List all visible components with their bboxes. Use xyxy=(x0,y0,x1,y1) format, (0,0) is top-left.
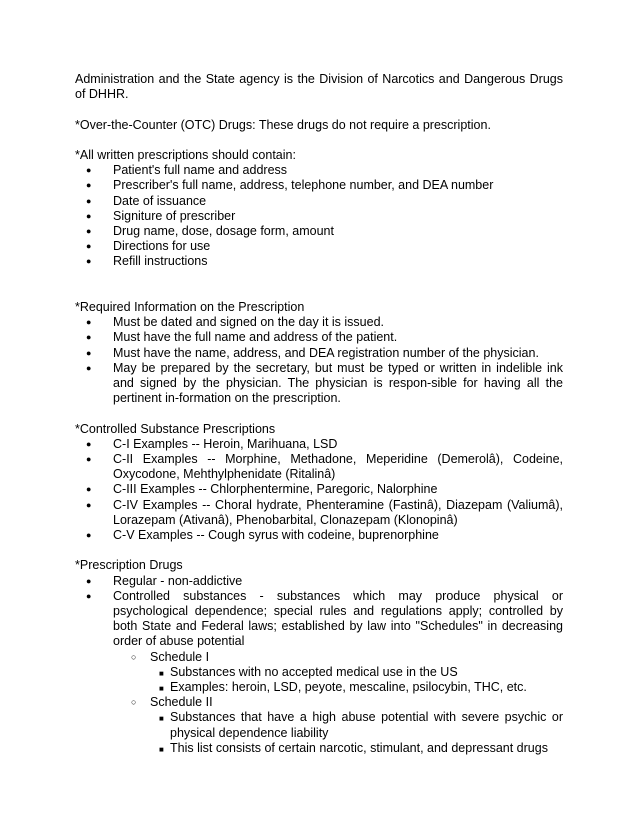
bullet-marker: ● xyxy=(86,165,92,176)
list-item: ● May be prepared by the secretary, but must be typed or written in indelible ink and signed by the physician. The physician is respon-sible for having all the pertinent in-formation on the prescription. xyxy=(86,360,563,406)
list-item: ● C-III Examples -- Chlorphentermine, Paregoric, Nalorphine xyxy=(86,482,438,497)
list-item: ● Directions for use xyxy=(86,239,211,254)
list-item: ● Date of issuance xyxy=(86,193,207,208)
bullet-marker: ● xyxy=(86,590,92,601)
list-item: ● C-I Examples -- Heroin, Marihuana, LSD xyxy=(86,436,338,451)
bullet-marker: ● xyxy=(86,241,92,252)
bullet-marker: ● xyxy=(86,210,92,221)
list-item: ● Must be dated and signed on the day it is issued. xyxy=(86,315,385,330)
bullet-marker: ● xyxy=(86,362,92,373)
bullet-marker: ● xyxy=(86,317,92,328)
list-item: ● Must have the name, address, and DEA registration number of the physician. xyxy=(86,345,539,360)
square-marker: ■ xyxy=(159,684,164,694)
rx-drugs-list xyxy=(75,574,563,650)
list-item: ● Must have the full name and address of the patient. xyxy=(86,330,398,345)
bullet-marker: ● xyxy=(86,256,92,267)
bullet-marker: ● xyxy=(86,499,92,510)
square-marker: ■ xyxy=(159,744,164,754)
list-item: ■ Substances that have a high abuse potential with severe psychic or physical dependence liability xyxy=(159,710,563,740)
list-item: ■ This list consists of certain narcotic, stimulant, and depressant drugs xyxy=(75,741,563,756)
circle-marker: ○ xyxy=(131,697,137,708)
circle-marker: ○ xyxy=(131,651,137,662)
required-info-heading: *Required Information on the Prescription xyxy=(75,300,305,314)
bullet-marker: ● xyxy=(86,484,92,495)
rx-drugs-heading: *Prescription Drugs xyxy=(75,558,183,573)
bullet-marker: ● xyxy=(86,195,92,206)
list-item: ● C-V Examples -- Cough syrus with codeine, buprenorphine xyxy=(86,528,439,543)
controlled-heading: *Controlled Substance Prescriptions xyxy=(75,421,276,436)
square-marker: ■ xyxy=(159,714,164,724)
bullet-marker: ● xyxy=(86,530,92,541)
square-marker: ■ xyxy=(159,668,164,678)
list-item: ● Patient's full name and address xyxy=(86,163,288,178)
schedule-item: ○ Schedule II xyxy=(131,695,213,710)
list-item: ● C-IV Examples -- Choral hydrate, Phenteramine (Fastinâ), Diazepam (Valiumâ), Lorazepam (Ativanâ), Phenobarbital, Clonazepam (Klonopinâ) xyxy=(86,497,563,527)
list-item: ● Refill instructions xyxy=(86,254,208,269)
schedule-list xyxy=(75,650,563,756)
list-item: ● Regular - non-addictive xyxy=(86,573,243,588)
list-item: ● C-II Examples -- Morphine, Methadone, Meperidine (Demerolâ), Codeine, Oxycodone, Mehthylphenidate (Ritalinâ) xyxy=(86,452,563,482)
list-item: ■ Substances with no accepted medical use in the US xyxy=(75,665,563,680)
otc-paragraph: *Over-the-Counter (OTC) Drugs: These drugs do not require a prescription. xyxy=(75,117,491,132)
agency-paragraph: Administration and the State agency is the Division of Narcotics and Dangerous Drugs of DHHR. xyxy=(75,72,563,102)
written-rx-heading: *All written prescriptions should contain: xyxy=(75,147,296,162)
list-item: ■ Examples: heroin, LSD, peyote, mescaline, psilocybin, THC, etc. xyxy=(75,680,563,695)
required-info-list xyxy=(75,315,563,406)
list-item: ● Drug name, dose, dosage form, amount xyxy=(86,224,334,238)
document-page xyxy=(75,72,563,756)
bullet-marker: ● xyxy=(86,180,92,191)
bullet-marker: ● xyxy=(86,575,92,586)
bullet-marker: ● xyxy=(86,332,92,343)
bullet-marker: ● xyxy=(86,347,92,358)
bullet-marker: ● xyxy=(86,454,92,465)
schedule-item: ○ Schedule I xyxy=(131,649,210,664)
bullet-marker: ● xyxy=(86,438,92,449)
list-item: ● Controlled substances - substances which may produce physical or psychological dependence; special rules and regulations apply; controlled by both State and Federal laws; established by law into "Schedules" in decreasing order of abuse potential xyxy=(86,588,563,649)
bullet-marker: ● xyxy=(86,226,92,236)
list-item: ● Signiture of prescriber xyxy=(86,208,236,223)
list-item: ● Prescriber's full name, address, telephone number, and DEA number xyxy=(86,178,494,193)
written-rx-list xyxy=(75,163,563,269)
controlled-list xyxy=(75,437,563,543)
